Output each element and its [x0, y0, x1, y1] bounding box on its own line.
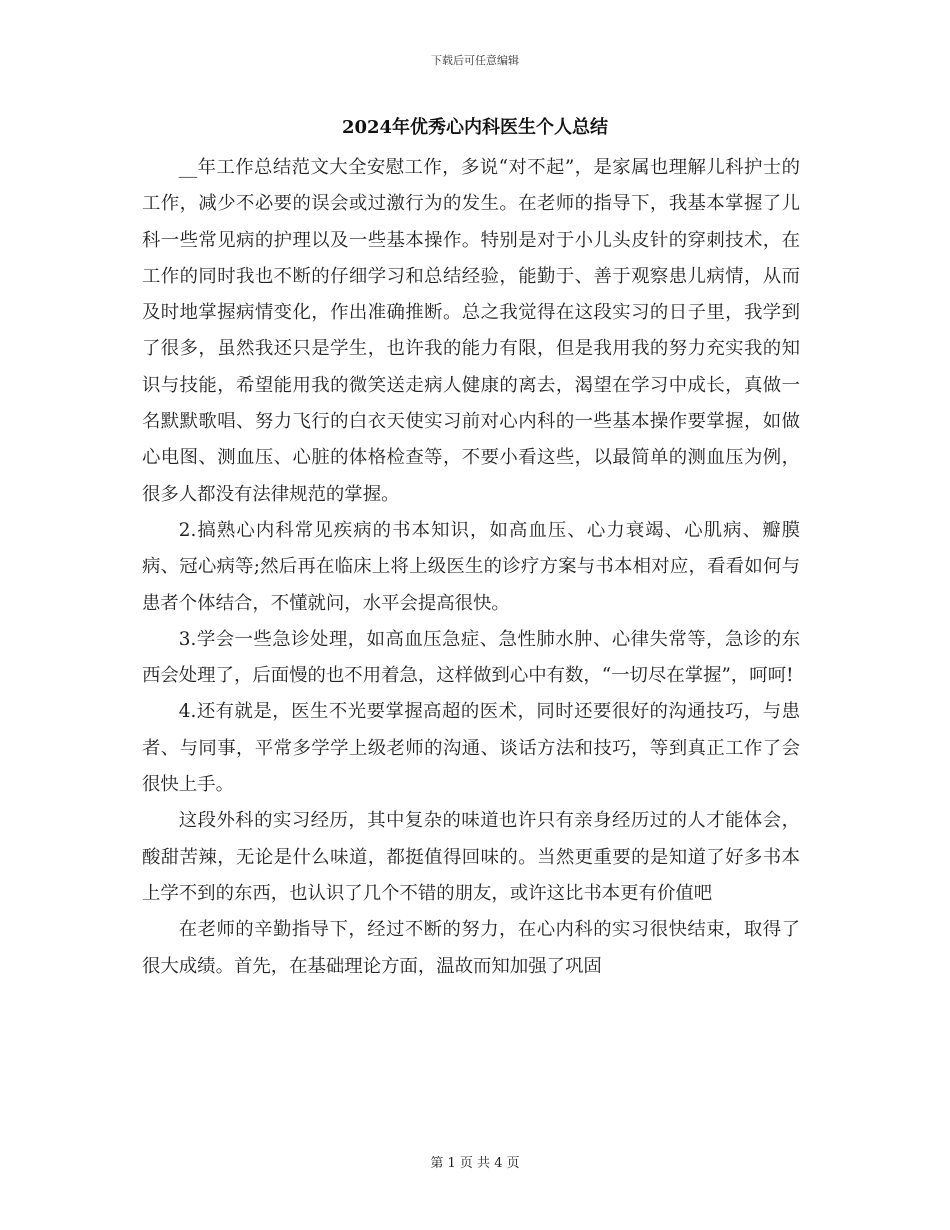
document-title: 2024年优秀心内科医生个人总结 [341, 117, 609, 138]
header-note: 下载后可任意编辑 [431, 54, 519, 67]
paragraph: 4.还有就是，医生不光要掌握高超的医术，同时还要很好的沟通技巧，与患者、与同事，平常多学学上级老师的沟通、谈话方法和技巧，等到真正工作了会很快上手。 [142, 701, 800, 796]
paragraph: __年工作总结范文大全安慰工作，多说“对不起”，是家属也理解儿科护士的工作，减少不必要的误会或过激行为的发生。在老师的指导下，我基本掌握了儿科一些常见病的护理以及一些基本操作。特别是对于小儿头皮针的穿刺技术，在工作的同时我也不断的仔细学习和总结经验，能勤于、善于观察患儿病情，从而及时地掌握病情变化，作出准确推断。总之我觉得在这段实习的日子里，我学到了很多，虽然我还只是学生，也许我的能力有限，但是我用我的努力充实我的知识与技能，希望能用我的微笑送走病人健康的离去，渴望在学习中成长，真做一名默默歌唱、努力飞行的白衣天使实习前对心内科的一些基本操作要掌握，如做心电图、测血压、心脏的体格检查等，不要小看这些，以最简单的测血压为例，很多人都没有法律规范的掌握。 [142, 157, 800, 505]
page-number: 第 1 页 共 4 页 [430, 1156, 520, 1171]
paragraph: 3.学会一些急诊处理，如高血压急症、急性肺水肿、心律失常等，急诊的东西会处理了，后面慢的也不用着急，这样做到心中有数，“一切尽在掌握”，呵呵! [142, 628, 800, 687]
paragraph: 这段外科的实习经历，其中复杂的味道也许只有亲身经历过的人才能体会，酸甜苦辣，无论是什么味道，都挺值得回味的。当然更重要的是知道了好多书本上学不到的东西，也认识了几个不错的朋友，或许这比书本更有价值吧 [142, 810, 800, 904]
document-body [142, 150, 800, 985]
paragraph: 2.搞熟心内科常见疾病的书本知识，如高血压、心力衰竭、心肌病、瓣膜病、冠心病等;然后再在临床上将上级医生的诊疗方案与书本相对应，看看如何与患者个体结合，不懂就问，水平会提高很快。 [142, 519, 800, 614]
paragraph: 在老师的辛勤指导下，经过不断的努力，在心内科的实习很快结束，取得了很大成绩。首先，在基础理论方面，温故而知加强了巩固 [142, 919, 800, 977]
